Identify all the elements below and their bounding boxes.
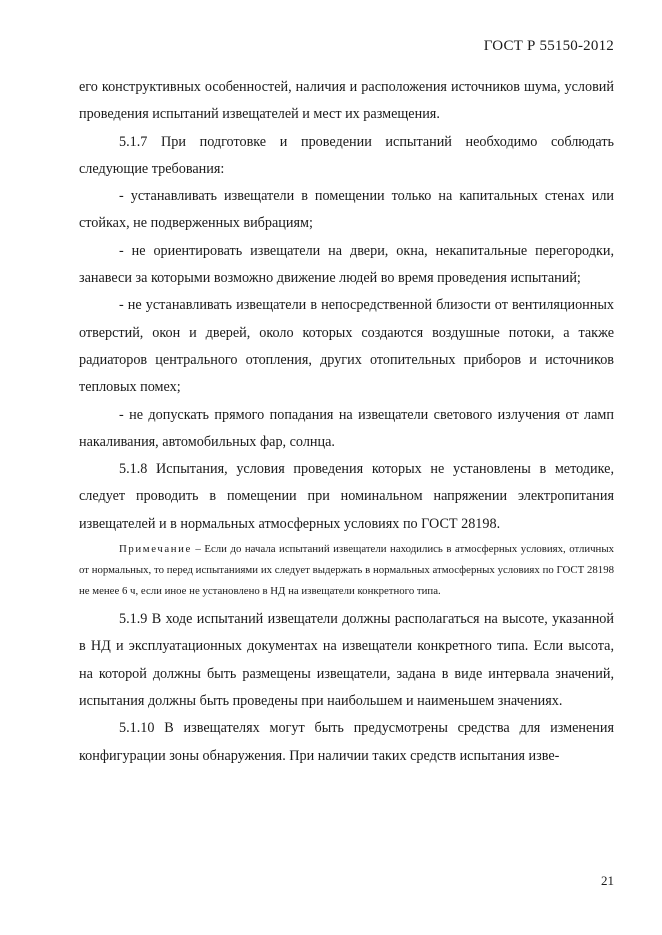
note bbox=[79, 539, 614, 602]
page-number: 21 bbox=[601, 873, 614, 888]
document-body bbox=[79, 74, 614, 770]
paragraph-continuation: его конструктивных особенностей, наличия и расположения источников шума, условий проведения испытаний извещателей и мест их размещения. bbox=[79, 79, 614, 123]
clause-5-1-10: 5.1.10 В извещателях могут быть предусмотрены средства для изменения конфигурации зоны обнаружения. При наличии таких средств испытания изве- bbox=[79, 720, 614, 764]
requirement-item-walls: - устанавливать извещатели в помещении только на капитальных стенах или стойках, не подверженных вибрациям; bbox=[79, 188, 614, 232]
clause-5-1-9: 5.1.9 В ходе испытаний извещатели должны располагаться на высоте, указанной в НД и эксплуатационных документах на извещатели конкретного типа. Если высота, на которой должны быть размещены извещатели, задана в виде интервала значений, испытания должны быть проведены при наибольшем и наименьшем значениях. bbox=[79, 611, 614, 709]
clause-5-1-7: 5.1.7 При подготовке и проведении испытаний необходимо соблюдать следующие требования: bbox=[79, 133, 614, 177]
requirement-item-orientation: - не ориентировать извещатели на двери, окна, некапитальные перегородки, занавеси за которыми возможно движение людей во время проведения испытаний; bbox=[79, 242, 614, 287]
note-label: Примечание bbox=[119, 543, 192, 556]
document-code-header: ГОСТ Р 55150-2012 bbox=[483, 38, 614, 54]
clause-5-1-8: 5.1.8 Испытания, условия проведения которых не установлены в методике, следует проводить в помещении при номинальном напряжении электропитания извещателей и в нормальных атмосферных условиях по ГОСТ 28198. bbox=[79, 461, 614, 532]
requirement-item-light: - не допускать прямого попадания на извещатели светового излучения от ламп накаливания, автомобильных фар, солнца. bbox=[79, 406, 614, 450]
requirement-item-ventilation: - не устанавливать извещатели в непосредственной близости от вентиляционных отверстий, окон и дверей, около которых создаются воздушные потоки, а также радиаторов центрального отопления, других отопительных приборов и источников тепловых помех; bbox=[79, 297, 614, 396]
note-text: – Если до начала испытаний извещатели находились в атмосферных условиях, отличных от нормальных, то перед испытаниями их следует выдержать в нормальных атмосферных условиях по ГОСТ 28198 не менее 6 ч, если иное не установлено в НД на извещатели конкретного типа. bbox=[79, 543, 614, 598]
